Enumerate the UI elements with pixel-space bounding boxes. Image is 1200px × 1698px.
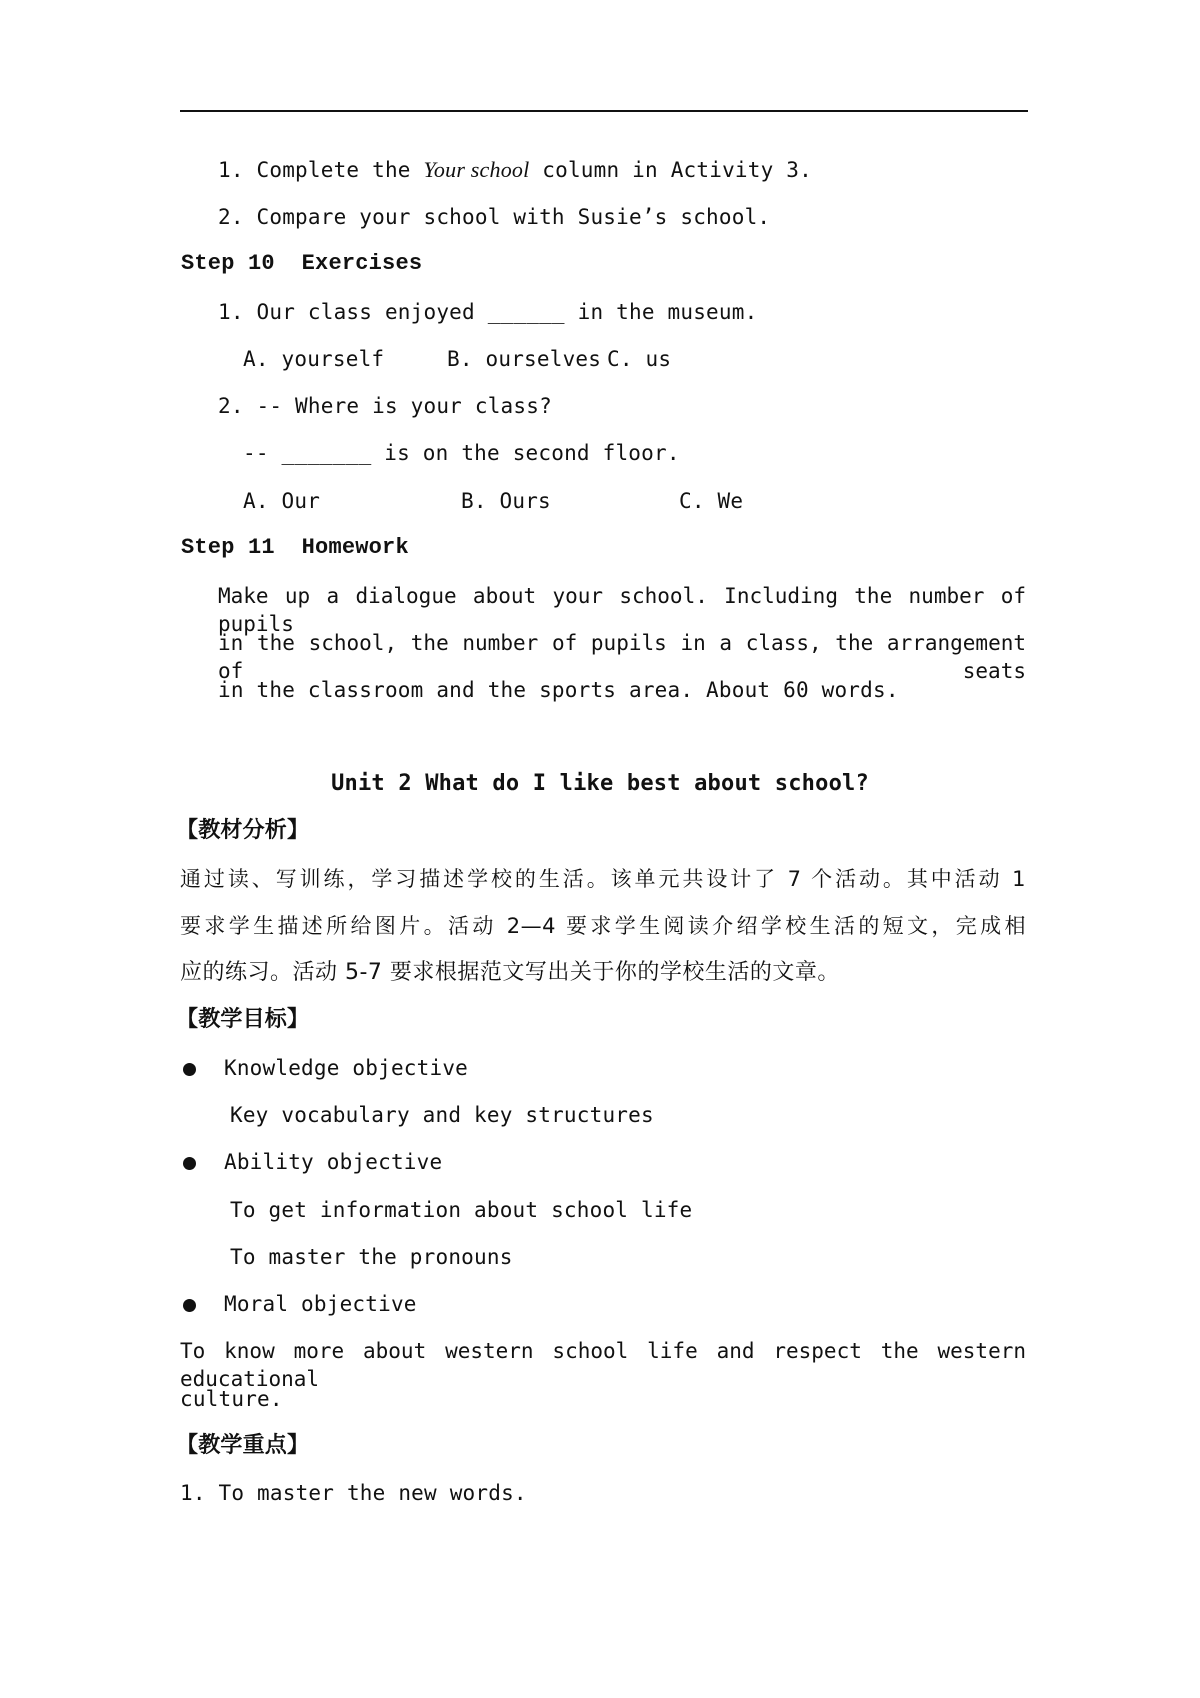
step-10-title: Exercises	[301, 251, 423, 276]
homework-line-1: Make up a dialogue about your school. Including the number of pupils	[218, 584, 1026, 636]
ability-objective-detail-1: To get information about school life	[230, 1198, 693, 1222]
exercise-question-2-option-c: C. We	[679, 489, 744, 513]
task-item-1-text-post: column in Activity 3.	[529, 158, 812, 182]
moral-objective-label: Moral objective	[224, 1292, 417, 1316]
homework-line-2: in the school, the number of pupils in a class, the arrangement of seats	[218, 631, 1026, 683]
task-item-1	[218, 156, 812, 184]
bullet-moral	[183, 1299, 196, 1312]
exercise-question-2: 2. -- Where is your class?	[218, 394, 552, 418]
key-points-item-1: 1. To master the new words.	[180, 1481, 527, 1505]
analysis-heading: 【教材分析】	[176, 818, 310, 843]
step-10-heading	[181, 250, 422, 278]
homework-line-3: in the classroom and the sports area. About 60 words.	[218, 678, 899, 702]
knowledge-objective-detail: Key vocabulary and key structures	[230, 1103, 654, 1127]
analysis-line-3: 应的练习。活动 5-7 要求根据范文写出关于你的学校生活的文章。	[180, 960, 840, 985]
moral-objective-line-1: To know more about western school life and respect the western educational	[180, 1339, 1026, 1391]
exercise-question-2-reply-post: is on the second floor.	[371, 441, 680, 465]
task-item-2: 2. Compare your school with Susie’s school.	[218, 205, 771, 229]
task-item-1-text-pre: Complete the	[256, 158, 424, 182]
ability-objective-label: Ability objective	[224, 1150, 443, 1174]
task-item-1-italic: Your school	[423, 157, 530, 182]
analysis-line-2: 要求学生描述所给图片。活动 2—4 要求学生阅读介绍学校生活的短文，完成相	[180, 914, 1026, 938]
bullet-knowledge	[183, 1063, 196, 1076]
exercise-question-2-option-b: B. Ours	[461, 489, 551, 513]
exercise-question-2-reply	[243, 439, 680, 467]
moral-objective-line-2: culture.	[180, 1387, 283, 1411]
task-item-1-number: 1.	[218, 158, 244, 182]
step-11-heading	[181, 534, 409, 562]
exercise-question-1-option-a: A. yourself	[243, 347, 385, 371]
exercise-question-1-option-c: C. us	[607, 347, 672, 371]
bullet-ability	[183, 1157, 196, 1170]
analysis-line-1: 通过读、写训练，学习描述学校的生活。该单元共设计了 7 个活动。其中活动 1	[180, 867, 1026, 891]
exercise-question-1-blank: ______	[487, 300, 565, 324]
exercise-question-1-option-b: B. ourselves	[447, 347, 602, 371]
exercise-question-1-post: in the museum.	[564, 300, 758, 324]
ability-objective-detail-2: To master the pronouns	[230, 1245, 513, 1269]
knowledge-objective-label: Knowledge objective	[224, 1056, 469, 1080]
exercise-question-2-reply-pre: --	[243, 441, 282, 465]
objectives-heading: 【教学目标】	[176, 1007, 310, 1032]
exercise-question-2-option-a: A. Our	[243, 489, 321, 513]
exercise-question-1-pre: 1. Our class enjoyed	[218, 300, 488, 324]
step-11-title: Homework	[301, 535, 409, 560]
step-10-label: Step 10	[181, 251, 275, 276]
key-points-heading: 【教学重点】	[176, 1433, 310, 1458]
step-11-label: Step 11	[181, 535, 275, 560]
exercise-question-1	[218, 298, 757, 326]
header-rule	[180, 110, 1028, 112]
exercise-question-2-blank: _______	[281, 441, 372, 465]
unit-title: Unit 2 What do I like best about school?	[331, 771, 869, 796]
